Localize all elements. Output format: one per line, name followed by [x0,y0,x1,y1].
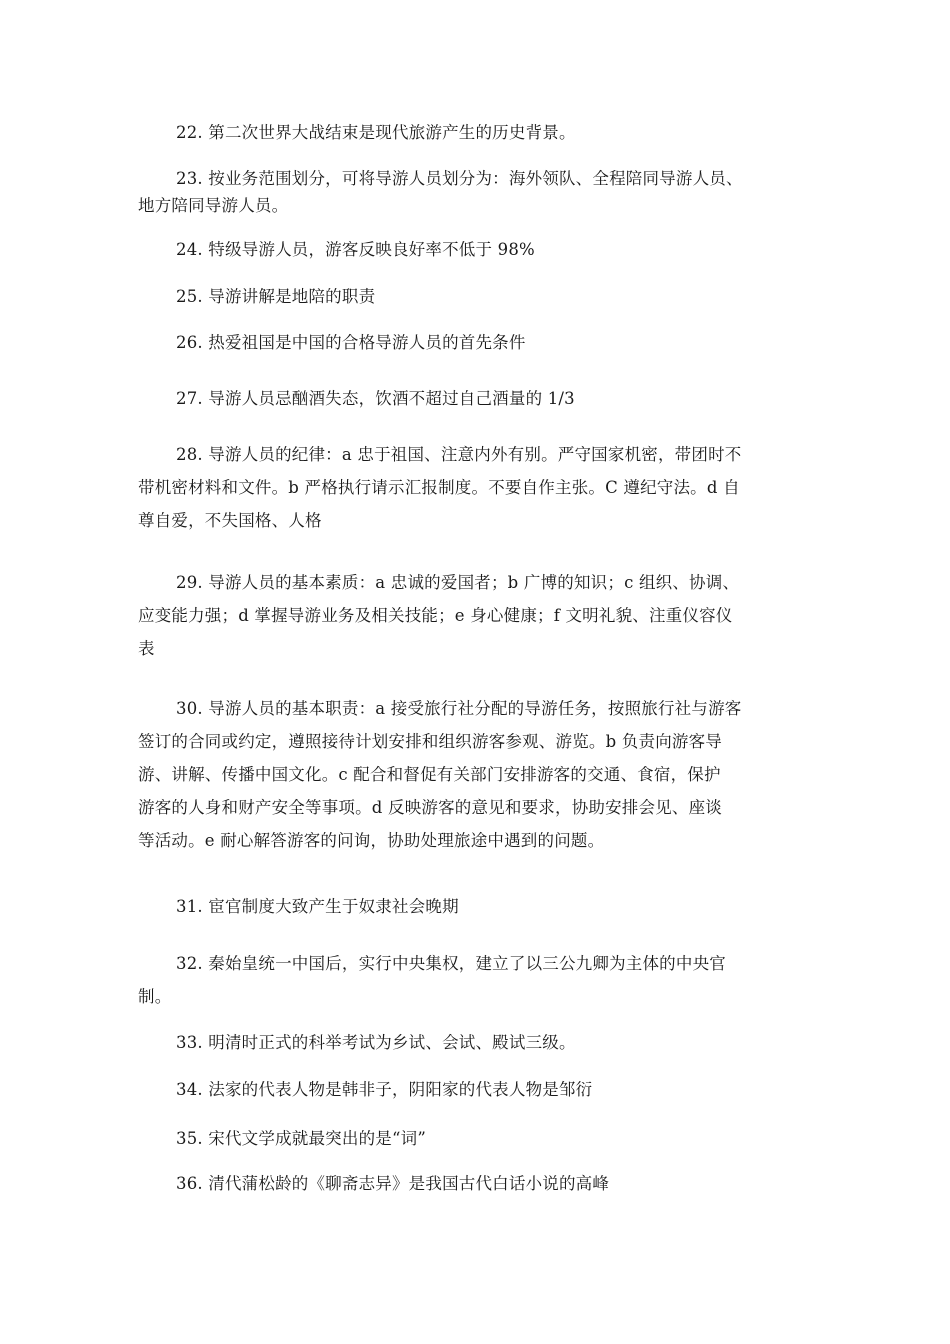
item-27 [138,382,830,415]
item-30-line-2: 签订的合同或约定，遵照接待计划安排和组织游客参观、游览。b 负责向游客导 [138,732,723,751]
item-33 [138,1026,830,1059]
item-26 [138,326,830,359]
item-25-line-1: 25. 导游讲解是地陪的职责 [176,287,376,306]
item-29-line-3: 表 [138,639,155,658]
item-32-line-1: 32. 秦始皇统一中国后，实行中央集权，建立了以三公九卿为主体的中央官 [176,954,726,973]
item-36 [138,1167,830,1200]
item-22-line-1: 22. 第二次世界大战结束是现代旅游产生的历史背景。 [176,123,576,142]
item-32 [138,947,830,1013]
item-25 [138,280,830,313]
item-29-line-1: 29. 导游人员的基本素质：a 忠诚的爱国者；b 广博的知识；c 组织、协调、 [176,573,740,592]
item-23-line-1: 23. 按业务范围划分，可将导游人员划分为：海外领队、全程陪同导游人员、 [176,169,743,188]
item-29 [138,566,830,665]
item-34-line-1: 34. 法家的代表人物是韩非子，阴阳家的代表人物是邹衍 [176,1080,593,1099]
item-28 [138,438,830,537]
item-30-line-3: 游、讲解、传播中国文化。c 配合和督促有关部门安排游客的交通、食宿，保护 [138,765,721,784]
item-33-line-1: 33. 明清时正式的科举考试为乡试、会试、殿试三级。 [176,1033,576,1052]
item-34 [138,1073,830,1106]
item-22 [138,116,830,149]
item-23 [138,162,830,222]
item-30 [138,692,830,857]
item-32-line-2: 制。 [138,987,172,1006]
item-26-line-1: 26. 热爱祖国是中国的合格导游人员的首先条件 [176,333,526,352]
item-31 [138,890,830,923]
item-35-line-1: 35. 宋代文学成就最突出的是“词” [176,1129,426,1148]
item-29-line-2: 应变能力强；d 掌握导游业务及相关技能；e 身心健康；f 文明礼貌、注重仪容仪 [138,606,733,625]
item-30-line-4: 游客的人身和财产安全等事项。d 反映游客的意见和要求，协助安排会见、座谈 [138,798,723,817]
item-35 [138,1122,830,1155]
item-31-line-1: 31. 宦官制度大致产生于奴隶社会晚期 [176,897,459,916]
item-23-line-2: 地方陪同导游人员。 [138,196,289,215]
item-27-line-1: 27. 导游人员忌酗酒失态，饮酒不超过自己酒量的 1/3 [176,389,575,408]
item-30-line-1: 30. 导游人员的基本职责：a 接受旅行社分配的导游任务，按照旅行社与游客 [176,699,742,718]
item-28-line-3: 尊自爱，不失国格、人格 [138,511,322,530]
item-30-line-5: 等活动。e 耐心解答游客的问询，协助处理旅途中遇到的问题。 [138,831,605,850]
item-24 [138,233,830,266]
item-28-line-2: 带机密材料和文件。b 严格执行请示汇报制度。不要自作主张。C 遵纪守法。d 自 [138,478,740,497]
item-28-line-1: 28. 导游人员的纪律：a 忠于祖国、注意内外有别。严守国家机密，带团时不 [176,445,742,464]
item-36-line-1: 36. 清代蒲松龄的《聊斋志异》是我国古代白话小说的高峰 [176,1174,610,1193]
item-24-line-1: 24. 特级导游人员，游客反映良好率不低于 98% [176,240,535,259]
